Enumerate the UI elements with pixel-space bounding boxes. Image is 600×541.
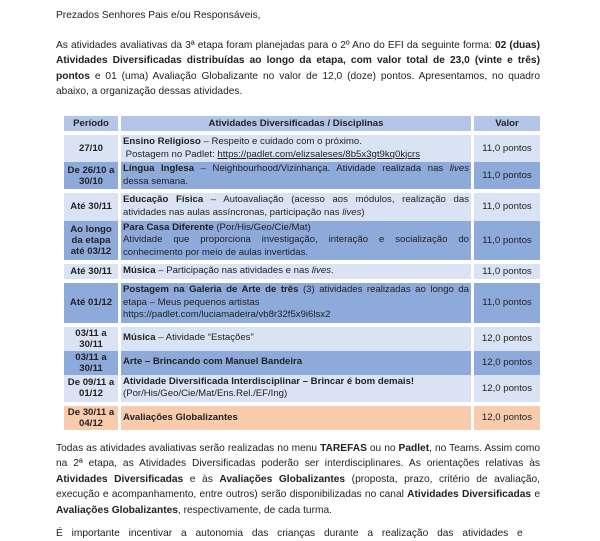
greeting: Prezados Senhores Pais e/ou Responsáveis, [56, 10, 261, 21]
outro-bold: Atividades Diversificadas [56, 473, 184, 485]
row-activity [121, 323, 474, 351]
header-period: Período [64, 116, 121, 131]
table-row [64, 323, 540, 351]
row-period: 03/11 a 30/11 [64, 323, 121, 351]
row-activity [121, 189, 474, 220]
table-header-row [64, 116, 540, 131]
padlet-link[interactable]: https://padlet.com/elizsaleses/8b5x3gt9kq0kjcrs [217, 148, 421, 160]
activity-text: – Participação nas atividades e nas [155, 265, 312, 277]
outro-bold: Avaliações Globalizantes [219, 473, 346, 485]
table-row [64, 260, 540, 279]
row-value: 11,0 pontos [474, 131, 540, 162]
activity-text: Atividade que proporciona investigação, interação e socialização do conhecimento por meio de aulas invertidas. [123, 234, 469, 258]
activity-title: Arte – Brincando com Manuel Bandeira [123, 356, 303, 368]
row-period: Até 30/11 [64, 260, 121, 279]
padlet-link[interactable]: https://padlet.com/luciamadeira/vb8r32f5x9i6lsx2 [123, 309, 331, 321]
row-period: Até 01/12 [64, 279, 121, 323]
row-period: De 26/10 a 30/10 [64, 162, 121, 189]
outro-text: e [531, 489, 541, 501]
activity-title: Ensino Religioso [123, 136, 201, 147]
row-activity [121, 221, 474, 261]
activity-title: Avaliações Globalizantes [123, 411, 238, 423]
table-row [64, 162, 540, 189]
activity-text: Postagem no Padlet: [125, 148, 218, 160]
activity-text: ) [361, 206, 365, 218]
row-period: De 30/11 a 04/12 [64, 402, 121, 430]
activity-title: Educação Física [123, 194, 204, 206]
row-value: 11,0 pontos [474, 221, 540, 261]
intro-text-2: e 01 (uma) Avaliação Globalizante no valor de 12,0 (doze) pontos. Apresentamos, no quadro abaixo, a organização dessas atividades. [56, 70, 540, 98]
closing-line: É importante incentivar a autonomia das crianças durante a realização das atividades e [56, 528, 523, 539]
row-activity [121, 131, 474, 162]
intro-text: As atividades avaliativas da 3ª etapa foram planejadas para o 2º Ano do EFI da seguinte forma: [56, 40, 495, 51]
row-activity [121, 260, 474, 279]
activity-text: – Neighbourhood/Vizinhança. Atividade realizada nas [194, 163, 450, 175]
table-row [64, 189, 540, 220]
table-row [64, 279, 540, 323]
outro-text: (proposta, prazo, critério de avaliação, execução e acompanhamento, entre outros) serão disponibilizadas no canal [56, 473, 540, 501]
activity-text: – Atividade “Estações” [155, 332, 254, 344]
activity-italic: lives [311, 265, 331, 277]
outro-text: ou no [366, 443, 399, 454]
activity-text: – Respeito e cuidado com o próximo. [200, 136, 362, 147]
row-period: Até 30/11 [64, 189, 121, 220]
activity-title: Para Casa Diferente [123, 221, 214, 233]
activity-text: (Por/His/Geo/Cie/Mat) [213, 221, 311, 233]
header-value: Valor [474, 116, 540, 131]
activity-text: – Autoavaliação (acesso aos módulos, realização das atividades nas aulas assíncronas, participação nas [123, 194, 469, 218]
row-value: 11,0 pontos [474, 260, 540, 279]
row-value: 12,0 pontos [474, 323, 540, 351]
row-activity [121, 402, 474, 430]
intro-paragraph [56, 38, 540, 100]
row-value: 11,0 pontos [474, 189, 540, 220]
table-row [64, 221, 540, 261]
activity-italic: lives [342, 206, 362, 218]
activity-title: Atividade Diversificada Interdisciplinar – Brincar é bom demais! [123, 375, 415, 387]
row-activity [121, 351, 474, 375]
activities-table [64, 116, 540, 430]
row-activity [121, 375, 474, 402]
row-period: 27/10 [64, 131, 121, 162]
activity-title: Língua Inglesa [123, 163, 195, 175]
activity-title: Música [123, 332, 156, 344]
outro-text: , respectivamente, de cada turma. [177, 504, 332, 516]
row-activity [121, 162, 474, 189]
row-value: 12,0 pontos [474, 402, 540, 430]
header-activities: Atividades Diversificadas / Disciplinas [121, 116, 474, 131]
activity-text: (Por/His/Geo/Cie/Mat/Ens.Rel./EF/Ing) [123, 388, 288, 400]
activity-title: Música [123, 265, 156, 277]
table-row [64, 131, 540, 162]
table-row [64, 351, 540, 375]
row-period: 03/11 a 30/11 [64, 351, 121, 375]
intro-bold: 02 (duas) Atividades Diversificadas distribuídas ao longo da etapa, com valor total de 23,0 (vinte e três) pontos [56, 40, 540, 82]
activity-text: (3) atividades realizadas ao longo da etapa – Meus pequenos artistas [123, 283, 469, 308]
table-row [64, 375, 540, 402]
activity-italic: lives [449, 163, 469, 175]
outro-bold: Padlet [398, 443, 430, 454]
row-period: De 09/11 a 01/12 [64, 375, 121, 402]
row-value: 12,0 pontos [474, 351, 540, 375]
outro-paragraph [56, 441, 540, 518]
outro-text: e às [183, 473, 220, 485]
row-value: 11,0 pontos [474, 279, 540, 323]
activity-text: . [331, 265, 334, 277]
row-value: 12,0 pontos [474, 375, 540, 402]
activity-title: Postagem na Galeria de Arte de três [123, 283, 299, 295]
row-value: 11,0 pontos [474, 162, 540, 189]
outro-bold: Avaliações Globalizantes [56, 504, 178, 516]
outro-bold: TAREFAS [320, 443, 367, 454]
row-period: Ao longo da etapa até 03/12 [64, 221, 121, 261]
outro-text: , no Teams. Assim como na 2ª etapa, as Atividades Diversificadas poderão ser interdisciplinares. As orientações relativas às [56, 443, 541, 470]
table-row [64, 402, 540, 430]
activity-text: dessa semana. [123, 175, 189, 187]
outro-text: Todas as atividades avaliativas serão realizadas no menu [56, 443, 321, 454]
outro-bold: Atividades Diversificadas [407, 489, 532, 501]
row-activity [121, 279, 474, 323]
